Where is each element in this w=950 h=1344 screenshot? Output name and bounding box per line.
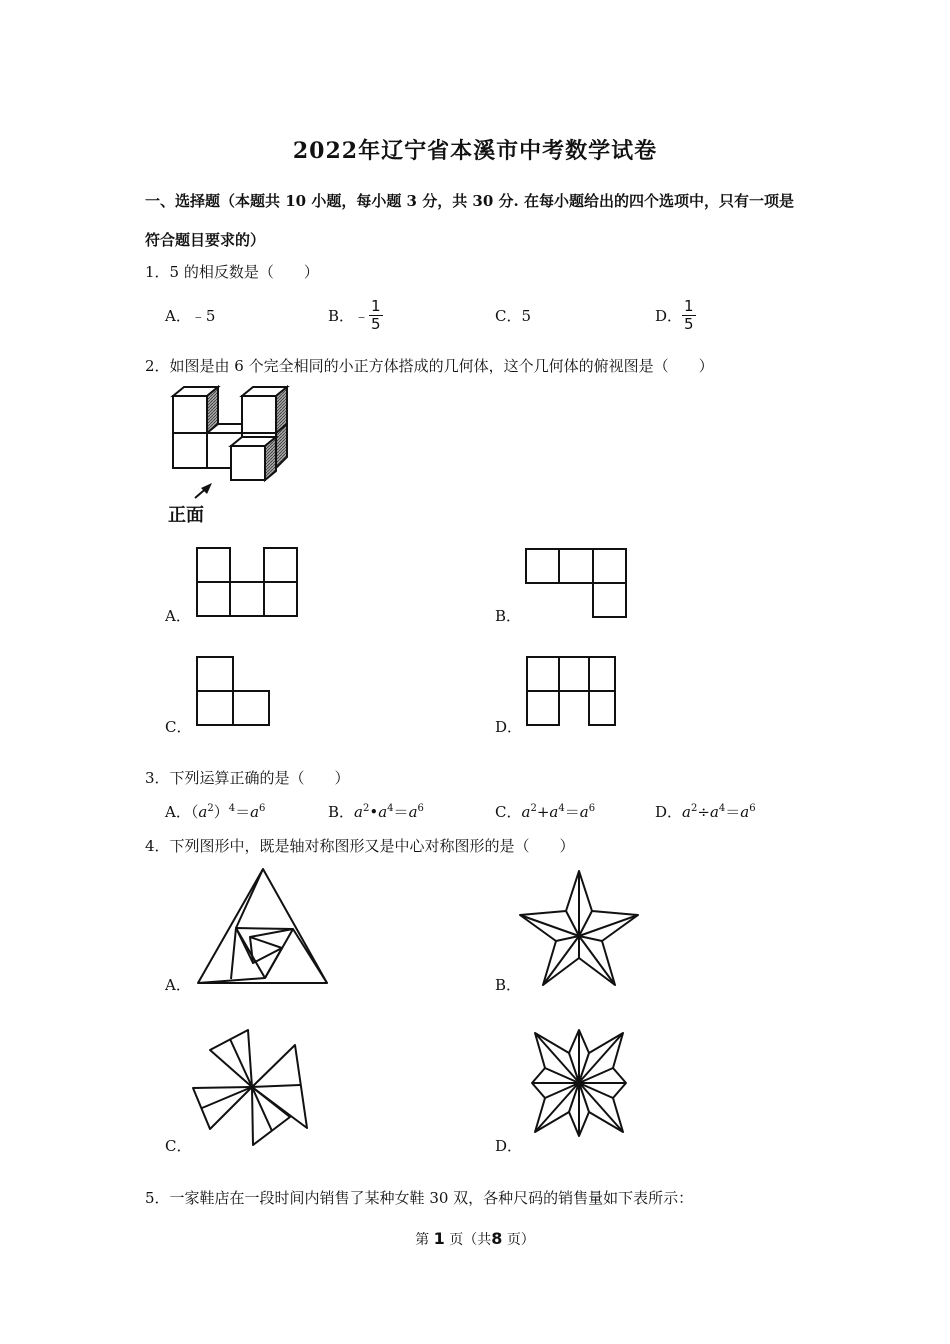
q1-option-a [165,305,215,326]
cube-solid-figure [165,385,295,525]
q3-d-var2: a [709,803,719,821]
q3-b-var2: a [378,803,388,821]
footer-page-number: 1 [433,1229,445,1248]
q3-c-var2: a [549,803,559,821]
q3-a-exp-outer: 4 [228,803,236,814]
q4-d-label: D． [495,1137,523,1155]
q3-b-var3: a [408,803,418,821]
q2-option-b-figure [525,548,630,620]
q4-stem: 4．下列图形中，既是轴对称图形又是中心对称图形的是（ ） [145,837,575,855]
q4-option-a-triangle-figure [193,866,333,986]
q3-a-exp-r: 6 [259,803,266,814]
q3-stem: 3．下列运算正确的是（ ） [145,769,350,787]
q1-b-numerator: 1 [371,297,381,315]
q3-a-var-r: a [250,803,260,821]
q2-d-label: D． [495,718,523,736]
q2-a-label: A． [165,607,191,625]
q2-option-d-figure [526,656,621,728]
q4-a-label: A． [165,976,191,994]
q1-b-fraction [369,298,383,333]
q5-stem: 5．一家鞋店在一段时间内销售了某种女鞋 30 双，各种尺码的销售量如下表所示： [145,1189,694,1207]
q4-option-b-star-figure [516,866,646,991]
footer-pre: 第 [415,1232,430,1248]
q3-c-eq: ＝ [564,803,580,821]
q1-a-label: A． [165,307,191,325]
q3-d-var3: a [740,803,750,821]
q3-c-exp1: 2 [530,803,537,814]
q4-option-c-pinwheel-figure [190,1025,320,1150]
q1-d-denominator: 5 [684,315,694,333]
q3-d-eq: ＝ [725,803,741,821]
footer-post: 页） [506,1232,535,1248]
q3-a-eq: ＝ [235,803,251,821]
q3-option-b [328,801,424,822]
q1-b-denominator: 5 [371,315,381,333]
section-heading-line1: 一、选择题（本题共 10 小题，每小题 3 分，共 30 分. 在每小题给出的四个选项中，只有一项是 [145,192,794,210]
q1-d-label: D． [655,307,683,325]
q3-b-label: B． [328,803,355,821]
exam-title: 2022年辽宁省本溪市中考数学试卷 [292,138,658,164]
q3-option-d [655,801,756,822]
q3-d-exp3: 6 [749,803,756,814]
q3-b-exp1: 2 [362,803,370,814]
q3-b-dot: • [369,803,379,821]
q4-c-label: C． [165,1137,192,1155]
q4-b-label: B． [495,976,522,994]
q3-c-plus: + [536,803,550,821]
q4-option-d-flower-figure [522,1028,637,1153]
q1-b-label: B． [328,307,355,325]
q2-stem: 2．如图是由 6 个完全相同的小正方体搭成的几何体，这个几何体的俯视图是（ ） [145,357,714,375]
q3-a-var: a [198,803,208,821]
q3-c-var1: a [521,803,531,821]
q1-c-value: 5 [521,307,532,325]
q2-b-label: B． [495,607,522,625]
q3-d-var1: a [682,803,691,821]
q2-option-a-figure [196,547,301,619]
q3-c-exp3: 6 [588,803,596,814]
q1-d-fraction [682,298,696,333]
q3-a-exp-inner: 2 [207,803,214,814]
q1-option-b [328,298,383,333]
q2-option-c-figure [196,656,276,728]
q3-d-label: D． [655,803,683,821]
footer-mid: 页（共 [449,1232,492,1248]
q1-stem: 1．5 的相反数是（ ） [145,263,319,281]
q3-b-eq: ＝ [393,803,409,821]
q1-option-c [495,305,531,326]
q3-c-label: C． [495,803,522,821]
q3-option-c [495,801,595,822]
section-heading-line2: 符合题目要求的） [145,231,266,249]
q1-d-numerator: 1 [684,297,694,315]
q3-b-exp2: 4 [387,803,394,814]
q1-option-d [655,298,696,333]
q3-d-div: ÷ [697,803,710,821]
q3-a-label: A． [165,803,191,821]
q3-c-var3: a [579,803,589,821]
q2-c-label: C． [165,718,192,736]
q3-c-exp2: 4 [558,803,565,814]
q1-a-value: ﹣5 [190,307,216,325]
q3-option-a: A．$(a^2)^4=a^6$ [165,803,266,821]
q3-b-exp3: 6 [417,803,424,814]
q1-b-sign: ﹣ [354,307,370,325]
q3-b-var1: a [354,803,363,821]
footer-total-pages: 8 [491,1229,503,1248]
q3-d-exp1: 2 [690,803,698,814]
page-footer [0,1229,950,1249]
q1-c-label: C． [495,307,522,325]
q3-d-exp2: 4 [718,803,726,814]
front-label: 正面 [168,505,204,526]
